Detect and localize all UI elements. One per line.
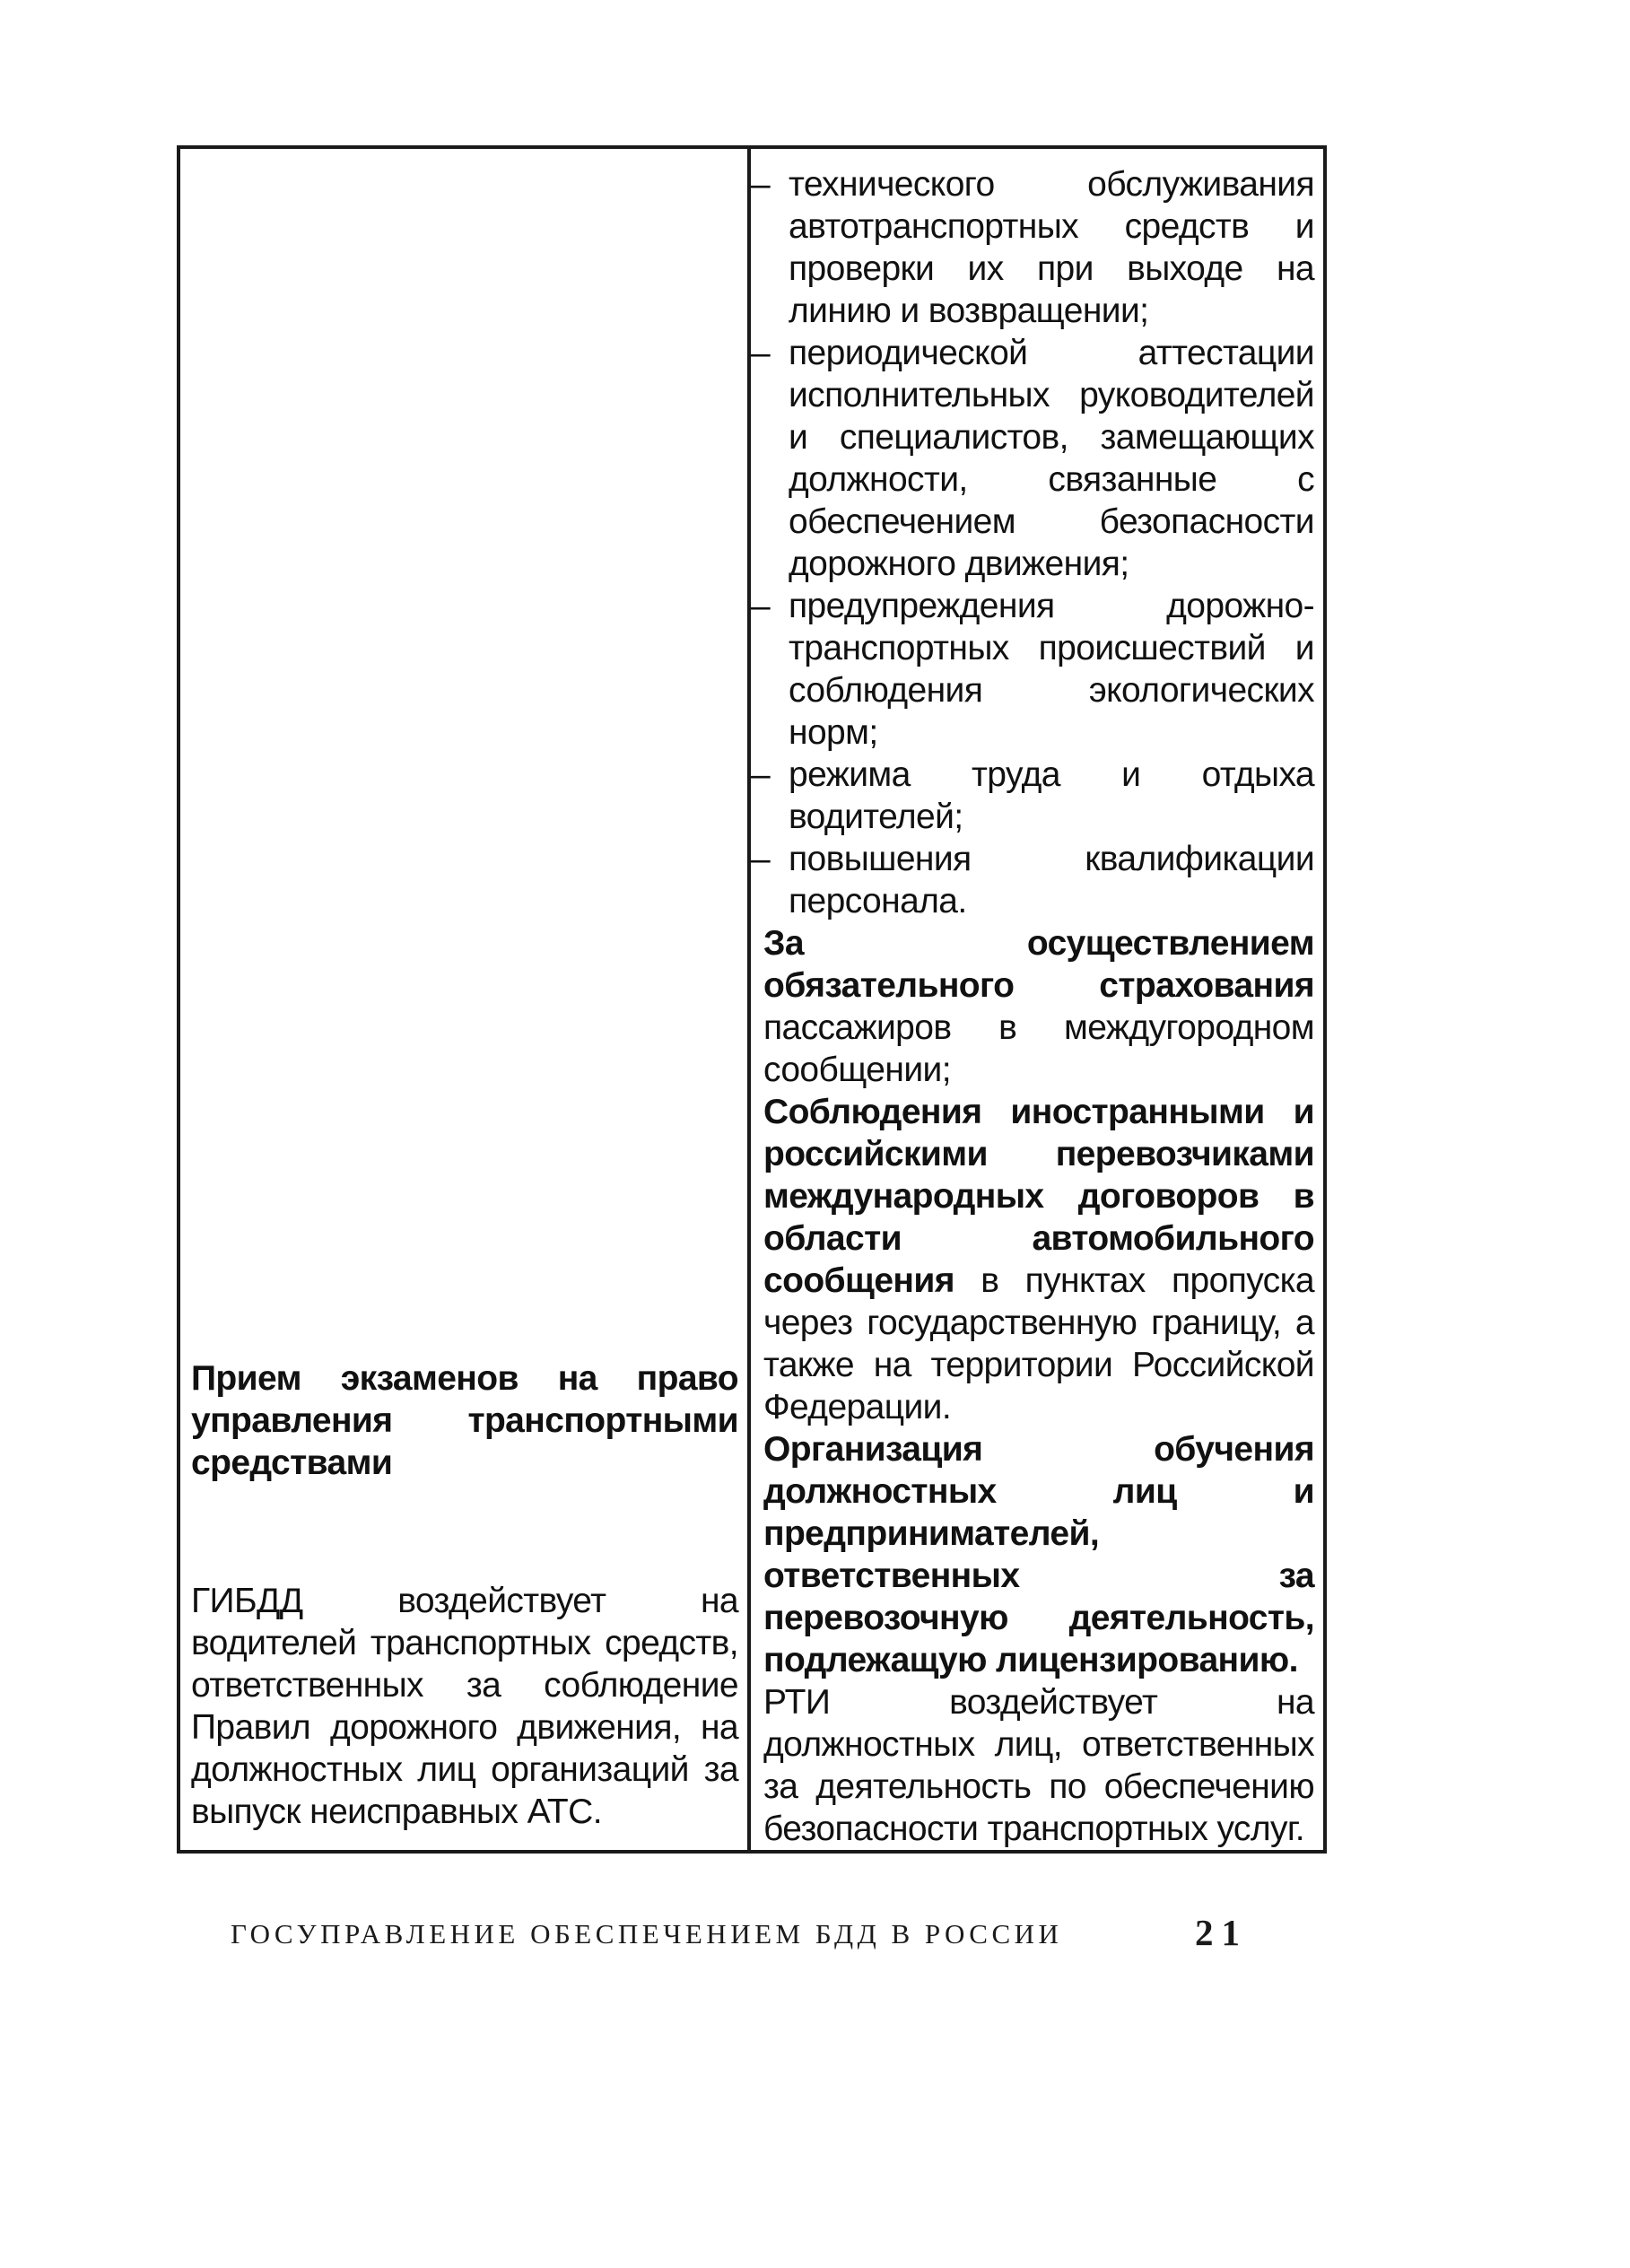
right-column-text (751, 149, 1323, 1850)
treaties-heading: Соблюдения иностранными и российскими перевозчиками международных договоров в области автомобильного сообщения (763, 1093, 1314, 1300)
exam-heading: Прием экзаменов на право управления транспортными средствами (191, 1359, 738, 1482)
list-item: – предупреждения дорожно-транспортных происшествий и соблюдения экологических норм; (763, 585, 1314, 754)
insurance-paragraph (763, 922, 1314, 1091)
left-column (179, 147, 749, 1852)
list-item: – технического обслуживания автотранспортных средств и проверки их при выходе на линию и возвращении; (763, 163, 1314, 332)
list-item: – повышения квалификации персонала. (763, 838, 1314, 922)
gibdd-paragraph: ГИБДД воздействует на водителей транспортных средств, ответственных за соблюдение Правил дорожного движения, на должностных лиц организаций за выпуск неисправных АТС. (191, 1582, 738, 1831)
rti-paragraph: РТИ воздействует на должностных лиц, ответственных за деятельность по обеспечению безопасности транспортных услуг. (763, 1683, 1314, 1848)
content-table (177, 145, 1327, 1854)
training-heading: Организация обучения должностных лиц и предпринимателей, ответственных за перевозочную деятельность, подлежащую лицензированию. (763, 1430, 1314, 1679)
insurance-heading: За осуществлением обязательного страхования (763, 924, 1314, 1005)
running-title: ГОСУПРАВЛЕНИЕ ОБЕСПЕЧЕНИЕМ БДД В РОССИИ (231, 1918, 1063, 1950)
treaties-paragraph (763, 1091, 1314, 1428)
insurance-text: пассажиров в междугородном сообщении; (763, 1008, 1314, 1089)
page-number: 21 (1195, 1912, 1248, 1953)
exam-paragraph (180, 1357, 747, 1484)
list-item: – периодической аттестации исполнительных руководителей и специалистов, замещающих должности, связанные с обеспечением безопасности дорожного движения; (763, 332, 1314, 585)
right-column (749, 147, 1325, 1852)
list-item: – режима труда и отдыха водителей; (763, 754, 1314, 838)
treaties-text: в пунктах пропуска через государственную границу, а также на территории Российской Федерации. (763, 1261, 1314, 1426)
